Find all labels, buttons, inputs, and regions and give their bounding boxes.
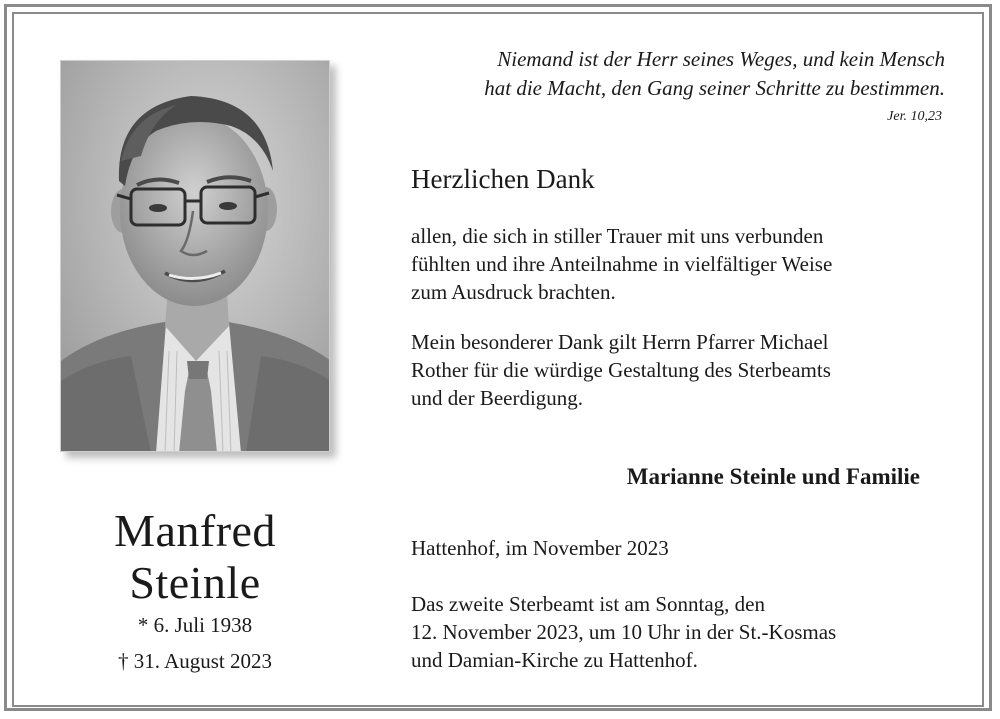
place-and-date: Hattenhof, im November 2023	[411, 536, 669, 560]
portrait-photo	[60, 60, 330, 452]
family-signature: Marianne Steinle und Familie	[626, 464, 920, 489]
paragraph-line: und Damian-Kirche zu Hattenhof.	[411, 648, 698, 672]
death-date: † 31. August 2023	[117, 649, 272, 673]
thanks-paragraph-1	[411, 222, 951, 306]
paragraph-line: Mein besonderer Dank gilt Herrn Pfarrer Michael	[411, 330, 829, 354]
paragraph-line: allen, die sich in stiller Trauer mit uns verbunden	[411, 224, 824, 248]
portrait-illustration	[61, 61, 330, 452]
paragraph-line: und der Beerdigung.	[411, 386, 584, 410]
deceased-first-name: Manfred	[114, 505, 276, 556]
service-notice	[411, 590, 951, 674]
paragraph-line: zum Ausdruck brachten.	[411, 280, 616, 304]
paragraph-line: 12. November 2023, um 10 Uhr in der St.-Kosmas	[411, 620, 837, 644]
paragraph-line: fühlten und ihre Anteilnahme in vielfältiger Weise	[411, 252, 833, 276]
deceased-last-name: Steinle	[129, 557, 261, 608]
paragraph-line: Das zweite Sterbeamt ist am Sonntag, den	[411, 592, 765, 616]
quote-reference: Jer. 10,23	[887, 109, 942, 124]
quote-line-2: hat die Macht, den Gang seiner Schritte zu bestimmen.	[484, 76, 945, 100]
paragraph-line: Rother für die würdige Gestaltung des Sterbeamts	[411, 358, 831, 382]
quote-line-1: Niemand ist der Herr seines Weges, und kein Mensch	[497, 47, 945, 71]
birth-date: * 6. Juli 1938	[137, 613, 253, 637]
thanks-heading: Herzlichen Dank	[411, 164, 595, 194]
thanks-paragraph-2	[411, 328, 951, 412]
